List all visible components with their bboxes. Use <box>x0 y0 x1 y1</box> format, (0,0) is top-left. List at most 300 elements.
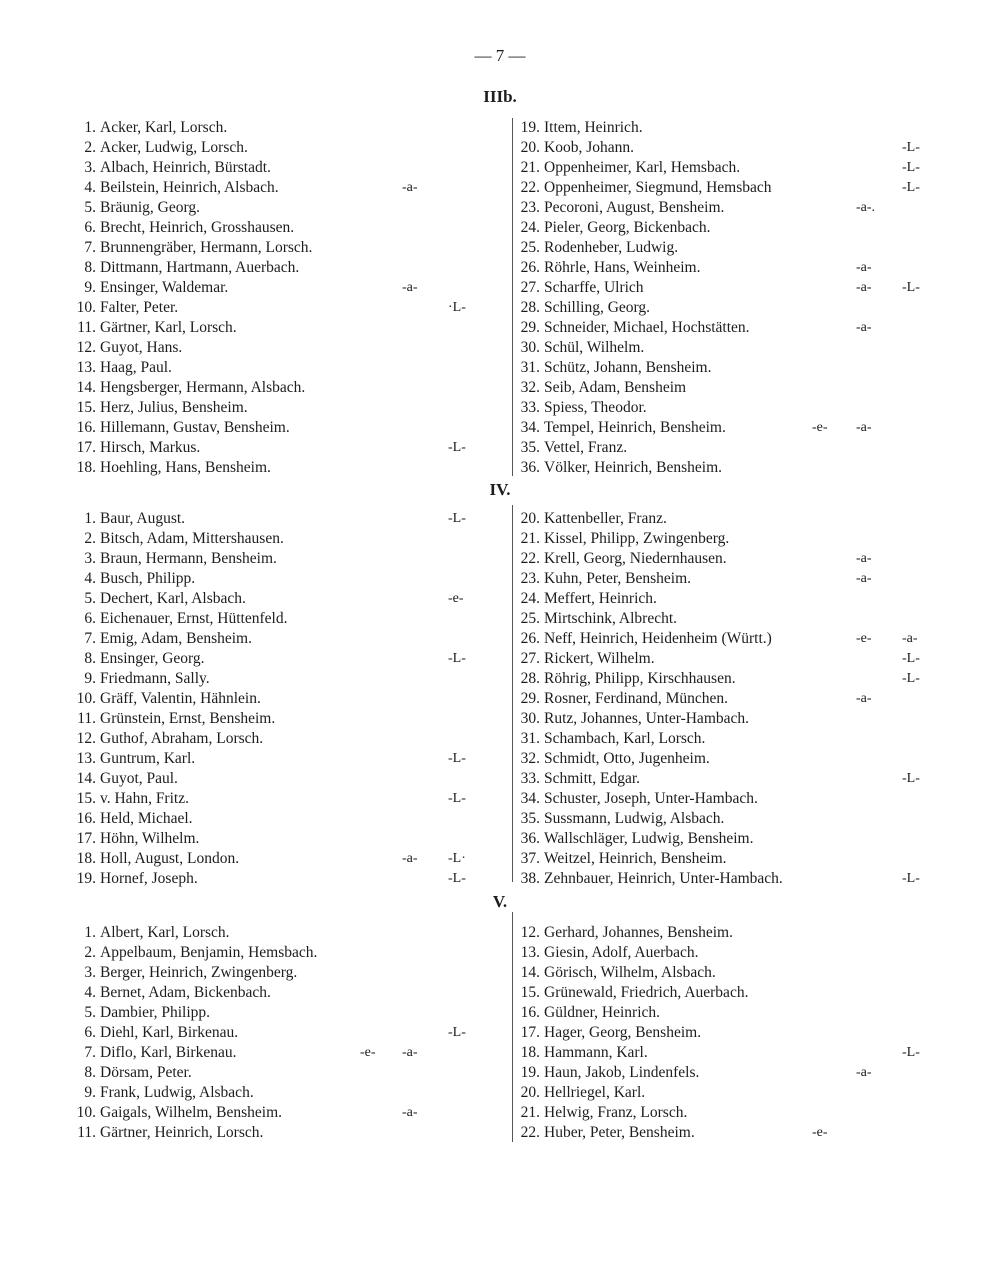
entry-mark: -a- <box>402 180 418 195</box>
entry-number: 27. <box>520 650 540 667</box>
entry-number: 15. <box>76 399 96 416</box>
entry-number: 3. <box>84 159 96 176</box>
entry-name: Diehl, Karl, Birkenau. <box>100 1024 239 1041</box>
entry-mark: -a- <box>856 320 872 335</box>
entry-name: Hoehling, Hans, Bensheim. <box>100 459 271 476</box>
entry-name: Schilling, Georg. <box>544 299 651 316</box>
entry-name: Herz, Julius, Bensheim. <box>100 399 248 416</box>
entry-number: 21. <box>520 1104 540 1121</box>
list-item <box>54 869 494 889</box>
list-item <box>54 789 494 809</box>
list-item <box>498 118 938 138</box>
list-item <box>498 529 938 549</box>
entry-mark: -a- <box>402 280 418 295</box>
entry-name: Helwig, Franz, Lorsch. <box>544 1104 688 1121</box>
entry-name: Seib, Adam, Bensheim <box>544 379 687 396</box>
entry-number: 8. <box>84 650 96 667</box>
entry-name: Guyot, Paul. <box>100 770 178 787</box>
list-item <box>54 923 494 943</box>
list-item <box>54 709 494 729</box>
entry-mark: -a- <box>902 631 918 646</box>
entry-name: Hornef, Joseph. <box>100 870 198 887</box>
entry-mark: -L- <box>902 671 920 686</box>
entry-mark: -a- <box>856 551 872 566</box>
entry-mark: -a- <box>856 260 872 275</box>
list-item <box>498 749 938 769</box>
entry-number: 15. <box>520 984 540 1001</box>
list-item <box>54 509 494 529</box>
list-item <box>54 963 494 983</box>
entry-number: 32. <box>520 750 540 767</box>
list-item <box>54 258 494 278</box>
entry-number: 37. <box>520 850 540 867</box>
entry-name: Gärtner, Heinrich, Lorsch. <box>100 1124 264 1141</box>
entry-name: Ensinger, Waldemar. <box>100 279 229 296</box>
entry-name: Guthof, Abraham, Lorsch. <box>100 730 264 747</box>
entry-name: Gerhard, Johannes, Bensheim. <box>544 924 733 941</box>
entry-name: Huber, Peter, Bensheim. <box>544 1124 695 1141</box>
entry-number: 35. <box>520 810 540 827</box>
list-item <box>498 689 938 709</box>
list-item <box>54 649 494 669</box>
entry-name: Hengsberger, Hermann, Alsbach. <box>100 379 306 396</box>
entry-name: Hager, Georg, Bensheim. <box>544 1024 702 1041</box>
entry-number: 16. <box>76 419 96 436</box>
list-item <box>54 769 494 789</box>
entry-number: 6. <box>84 610 96 627</box>
list-item <box>498 709 938 729</box>
entry-name: Kuhn, Peter, Bensheim. <box>544 570 692 587</box>
entry-name: Tempel, Heinrich, Bensheim. <box>544 419 726 436</box>
list-item <box>498 138 938 158</box>
entry-number: 16. <box>520 1004 540 1021</box>
entry-mark: -a- <box>856 420 872 435</box>
entry-name: Friedmann, Sally. <box>100 670 210 687</box>
list-item <box>498 1103 938 1123</box>
entry-number: 1. <box>84 924 96 941</box>
entry-number: 5. <box>84 199 96 216</box>
entry-number: 30. <box>520 339 540 356</box>
entry-number: 25. <box>520 239 540 256</box>
entry-number: 16. <box>76 810 96 827</box>
list-item <box>54 358 494 378</box>
list-item <box>54 1003 494 1023</box>
entry-number: 3. <box>84 964 96 981</box>
entry-number: 1. <box>84 119 96 136</box>
entry-name: Diflo, Karl, Birkenau. <box>100 1044 237 1061</box>
entry-name: Schuster, Joseph, Unter-Hambach. <box>544 790 758 807</box>
entry-number: 31. <box>520 730 540 747</box>
entry-mark: -L- <box>448 1025 466 1040</box>
entry-number: 7. <box>84 239 96 256</box>
entry-number: 5. <box>84 1004 96 1021</box>
entry-mark: -L- <box>902 1045 920 1060</box>
list-item <box>54 1063 494 1083</box>
entry-number: 33. <box>520 770 540 787</box>
entry-name: Busch, Philipp. <box>100 570 196 587</box>
entry-name: Albert, Karl, Lorsch. <box>100 924 230 941</box>
entry-number: 35. <box>520 439 540 456</box>
list-item <box>54 589 494 609</box>
entry-name: Grünewald, Friedrich, Auerbach. <box>544 984 749 1001</box>
list-item <box>498 158 938 178</box>
entry-number: 10. <box>76 299 96 316</box>
entry-name: Bräunig, Georg. <box>100 199 201 216</box>
entry-mark: -L· <box>448 851 466 866</box>
entry-name: Schütz, Johann, Bensheim. <box>544 359 712 376</box>
list-item <box>54 529 494 549</box>
entry-name: Pecoroni, August, Bensheim. <box>544 199 725 216</box>
entry-number: 22. <box>520 179 540 196</box>
list-item <box>54 689 494 709</box>
entry-name: Acker, Karl, Lorsch. <box>100 119 228 136</box>
list-item <box>498 923 938 943</box>
entry-name: Hillemann, Gustav, Bensheim. <box>100 419 290 436</box>
entry-number: 4. <box>84 179 96 196</box>
entry-mark: -L- <box>448 871 466 886</box>
entry-name: Gärtner, Karl, Lorsch. <box>100 319 237 336</box>
entry-number: 20. <box>520 1084 540 1101</box>
entry-number: 17. <box>76 439 96 456</box>
entry-number: 20. <box>520 510 540 527</box>
list-item <box>54 609 494 629</box>
entry-number: 26. <box>520 259 540 276</box>
entry-name: Dittmann, Hartmann, Auerbach. <box>100 259 300 276</box>
list-item <box>54 378 494 398</box>
entry-name: Schambach, Karl, Lorsch. <box>544 730 706 747</box>
list-item <box>498 829 938 849</box>
list-item <box>498 769 938 789</box>
entry-mark: -L- <box>902 180 920 195</box>
entry-number: 8. <box>84 259 96 276</box>
entry-name: Weitzel, Heinrich, Bensheim. <box>544 850 727 867</box>
entry-name: Dechert, Karl, Alsbach. <box>100 590 246 607</box>
list-item <box>498 809 938 829</box>
section-title: V. <box>492 892 508 911</box>
list-item <box>498 338 938 358</box>
entry-name: Schmitt, Edgar. <box>544 770 641 787</box>
entry-number: 23. <box>520 199 540 216</box>
list-item <box>54 943 494 963</box>
entry-name: Oppenheimer, Siegmund, Hemsbach <box>544 179 772 196</box>
entry-number: 15. <box>76 790 96 807</box>
entry-name: Kissel, Philipp, Zwingenberg. <box>544 530 730 547</box>
entry-number: 17. <box>76 830 96 847</box>
entry-number: 5. <box>84 590 96 607</box>
entry-number: 2. <box>84 530 96 547</box>
entry-name: Ittem, Heinrich. <box>544 119 643 136</box>
entry-number: 11. <box>77 710 96 727</box>
entry-name: Spiess, Theodor. <box>544 399 647 416</box>
list-item <box>498 278 938 298</box>
entry-number: 24. <box>520 590 540 607</box>
list-item <box>498 729 938 749</box>
list-item <box>54 849 494 869</box>
list-item <box>54 549 494 569</box>
list-item <box>54 1083 494 1103</box>
entry-name: Grünstein, Ernst, Bensheim. <box>100 710 276 727</box>
entry-number: 2. <box>84 139 96 156</box>
entry-number: 17. <box>520 1024 540 1041</box>
entry-name: Meffert, Heinrich. <box>544 590 657 607</box>
entry-name: v. Hahn, Fritz. <box>100 790 189 807</box>
entry-mark: -a- <box>856 1065 872 1080</box>
entry-number: 1. <box>84 510 96 527</box>
list-item <box>498 238 938 258</box>
entry-name: Hirsch, Markus. <box>100 439 201 456</box>
entry-number: 13. <box>76 359 96 376</box>
list-item <box>54 318 494 338</box>
list-item <box>498 509 938 529</box>
entry-name: Held, Michael. <box>100 810 193 827</box>
list-item <box>54 1103 494 1123</box>
list-item <box>498 983 938 1003</box>
list-item <box>498 198 938 218</box>
list-item <box>498 178 938 198</box>
entry-name: Kattenbeller, Franz. <box>544 510 667 527</box>
entry-name: Falter, Peter. <box>100 299 179 316</box>
entry-number: 6. <box>84 1024 96 1041</box>
entry-mark: -L- <box>448 511 466 526</box>
entry-name: Baur, August. <box>100 510 186 527</box>
entry-number: 3. <box>84 550 96 567</box>
section-title: IV. <box>489 480 511 499</box>
entry-name: Haag, Paul. <box>100 359 172 376</box>
entry-number: 28. <box>520 670 540 687</box>
list-item <box>498 869 938 889</box>
entry-name: Holl, August, London. <box>100 850 240 867</box>
entry-name: Görisch, Wilhelm, Alsbach. <box>544 964 716 981</box>
entry-mark: -a- <box>856 280 872 295</box>
entry-mark: -e- <box>448 591 464 606</box>
list-item <box>54 458 494 478</box>
entry-number: 18. <box>76 459 96 476</box>
entry-name: Röhrig, Philipp, Kirschhausen. <box>544 670 736 687</box>
entry-number: 7. <box>84 1044 96 1061</box>
entry-name: Wallschläger, Ludwig, Bensheim. <box>544 830 754 847</box>
list-item <box>498 458 938 478</box>
entry-name: Guyot, Hans. <box>100 339 183 356</box>
entry-number: 12. <box>76 730 96 747</box>
entry-mark: -L- <box>902 140 920 155</box>
entry-name: Appelbaum, Benjamin, Hemsbach. <box>100 944 318 961</box>
entry-mark: -L- <box>448 440 466 455</box>
entry-number: 8. <box>84 1064 96 1081</box>
entry-name: Guntrum, Karl. <box>100 750 196 767</box>
entry-number: 7. <box>84 630 96 647</box>
entry-number: 10. <box>76 1104 96 1121</box>
entry-number: 19. <box>520 1064 540 1081</box>
entry-number: 34. <box>520 790 540 807</box>
list-item <box>498 609 938 629</box>
entry-name: Rickert, Wilhelm. <box>544 650 655 667</box>
entry-number: 29. <box>520 319 540 336</box>
entry-number: 19. <box>520 119 540 136</box>
entry-number: 32. <box>520 379 540 396</box>
entry-number: 18. <box>76 850 96 867</box>
entry-number: 6. <box>84 219 96 236</box>
list-item <box>54 1123 494 1143</box>
entry-name: Oppenheimer, Karl, Hemsbach. <box>544 159 741 176</box>
entry-number: 4. <box>84 984 96 1001</box>
list-item <box>54 158 494 178</box>
list-item <box>54 749 494 769</box>
entry-mark: -e- <box>360 1045 376 1060</box>
list-item <box>498 569 938 589</box>
list-item <box>54 238 494 258</box>
entry-name: Höhn, Wilhelm. <box>100 830 200 847</box>
entry-name: Beilstein, Heinrich, Alsbach. <box>100 179 279 196</box>
list-item <box>54 138 494 158</box>
entry-name: Zehnbauer, Heinrich, Unter-Hambach. <box>544 870 783 887</box>
entry-name: Rutz, Johannes, Unter-Hambach. <box>544 710 750 727</box>
entry-name: Rodenheber, Ludwig. <box>544 239 679 256</box>
entry-name: Braun, Hermann, Bensheim. <box>100 550 277 567</box>
list-item <box>498 218 938 238</box>
entry-number: 31. <box>520 359 540 376</box>
entry-mark: -L- <box>902 280 920 295</box>
list-item <box>54 298 494 318</box>
entry-mark: -L- <box>448 791 466 806</box>
list-item <box>498 629 938 649</box>
entry-name: Giesin, Adolf, Auerbach. <box>544 944 699 961</box>
entry-mark: -L- <box>902 160 920 175</box>
list-item <box>498 849 938 869</box>
entry-name: Bitsch, Adam, Mittershausen. <box>100 530 284 547</box>
list-item <box>498 1123 938 1143</box>
entry-number: 36. <box>520 830 540 847</box>
entry-number: 30. <box>520 710 540 727</box>
list-item <box>54 829 494 849</box>
entry-name: Koob, Johann. <box>544 139 634 156</box>
entry-name: Röhrle, Hans, Weinheim. <box>544 259 701 276</box>
list-item <box>54 569 494 589</box>
entry-name: Rosner, Ferdinand, München. <box>544 690 729 707</box>
entry-mark: -L- <box>448 751 466 766</box>
entry-number: 14. <box>76 379 96 396</box>
entry-number: 21. <box>520 159 540 176</box>
list-item <box>498 358 938 378</box>
list-item <box>54 398 494 418</box>
entry-name: Krell, Georg, Niedernhausen. <box>544 550 727 567</box>
entry-mark: -e- <box>812 1125 828 1140</box>
list-item <box>54 198 494 218</box>
list-item <box>54 729 494 749</box>
entry-name: Haun, Jakob, Lindenfels. <box>544 1064 700 1081</box>
entry-name: Acker, Ludwig, Lorsch. <box>100 139 248 156</box>
list-item <box>498 398 938 418</box>
entry-number: 9. <box>84 670 96 687</box>
entry-name: Dambier, Philipp. <box>100 1004 211 1021</box>
entry-number: 12. <box>520 924 540 941</box>
entry-number: 14. <box>520 964 540 981</box>
entry-mark: -e- <box>856 631 872 646</box>
entry-name: Neff, Heinrich, Heidenheim (Württ.) <box>544 630 772 647</box>
entry-number: 19. <box>76 870 96 887</box>
list-item <box>498 649 938 669</box>
list-item <box>498 789 938 809</box>
list-item <box>498 943 938 963</box>
list-item <box>54 278 494 298</box>
list-item <box>54 629 494 649</box>
list-item <box>54 1043 494 1063</box>
entry-name: Brecht, Heinrich, Grosshausen. <box>100 219 295 236</box>
entry-number: 27. <box>520 279 540 296</box>
list-item <box>498 1043 938 1063</box>
list-item <box>54 338 494 358</box>
entry-name: Vettel, Franz. <box>544 439 628 456</box>
entry-number: 11. <box>77 319 96 336</box>
list-item <box>498 963 938 983</box>
entry-name: Ensinger, Georg. <box>100 650 205 667</box>
entry-mark: -L- <box>902 651 920 666</box>
entry-name: Emig, Adam, Bensheim. <box>100 630 252 647</box>
entry-number: 13. <box>520 944 540 961</box>
list-item <box>54 438 494 458</box>
entry-name: Völker, Heinrich, Bensheim. <box>544 459 723 476</box>
entry-name: Brunnengräber, Hermann, Lorsch. <box>100 239 313 256</box>
entry-number: 26. <box>520 630 540 647</box>
entry-mark: -e- <box>812 420 828 435</box>
entry-number: 23. <box>520 570 540 587</box>
list-item <box>498 318 938 338</box>
entry-name: Schmidt, Otto, Jugenheim. <box>544 750 710 767</box>
entry-number: 28. <box>520 299 540 316</box>
list-item <box>498 1003 938 1023</box>
entry-number: 38. <box>520 870 540 887</box>
entry-name: Schül, Wilhelm. <box>544 339 645 356</box>
list-item <box>498 438 938 458</box>
entry-mark: -L- <box>902 871 920 886</box>
entry-number: 22. <box>520 550 540 567</box>
entry-name: Mirtschink, Albrecht. <box>544 610 678 627</box>
entry-number: 36. <box>520 459 540 476</box>
entry-number: 10. <box>76 690 96 707</box>
entry-name: Berger, Heinrich, Zwingenberg. <box>100 964 298 981</box>
entry-number: 18. <box>520 1044 540 1061</box>
entry-mark: -a- <box>856 571 872 586</box>
entry-mark: -L- <box>902 771 920 786</box>
list-item <box>54 809 494 829</box>
list-item <box>54 118 494 138</box>
entry-number: 22. <box>520 1124 540 1141</box>
entry-name: Frank, Ludwig, Alsbach. <box>100 1084 254 1101</box>
entry-name: Bernet, Adam, Bickenbach. <box>100 984 271 1001</box>
list-item <box>498 378 938 398</box>
entry-number: 25. <box>520 610 540 627</box>
entry-number: 9. <box>84 1084 96 1101</box>
list-item <box>498 1063 938 1083</box>
list-item <box>498 669 938 689</box>
entry-name: Scharffe, Ulrich <box>544 279 644 296</box>
entry-name: Sussmann, Ludwig, Alsbach. <box>544 810 725 827</box>
entry-number: 12. <box>76 339 96 356</box>
list-item <box>54 983 494 1003</box>
section-title: IIIb. <box>483 87 517 106</box>
list-item <box>498 258 938 278</box>
entry-number: 20. <box>520 139 540 156</box>
entry-name: Gaigals, Wilhelm, Bensheim. <box>100 1104 283 1121</box>
list-item <box>498 589 938 609</box>
entry-mark: -a- <box>856 691 872 706</box>
list-item <box>54 669 494 689</box>
list-item <box>54 418 494 438</box>
entry-number: 21. <box>520 530 540 547</box>
entry-name: Gräff, Valentin, Hähnlein. <box>100 690 261 707</box>
entry-number: 2. <box>84 944 96 961</box>
list-item <box>498 298 938 318</box>
list-item <box>54 1023 494 1043</box>
